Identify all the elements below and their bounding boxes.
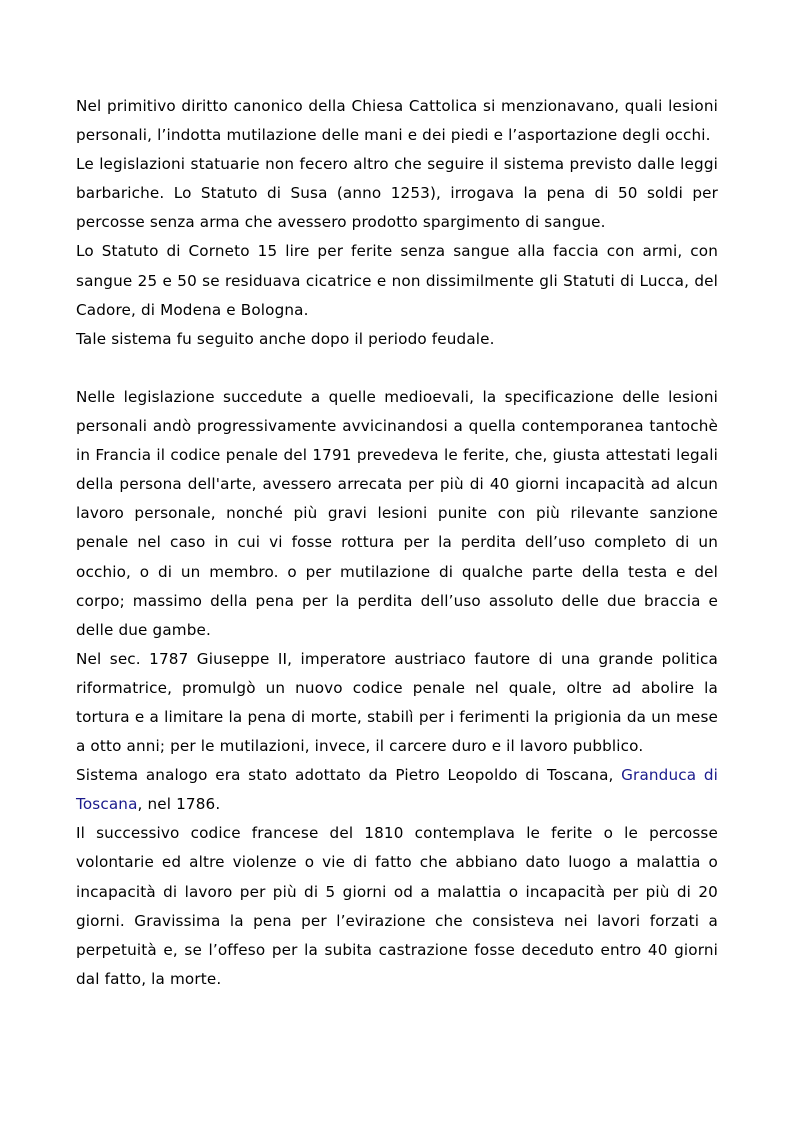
document-body — [76, 92, 718, 994]
paragraph-statutes: Le legislazioni statuarie non fecero altro che seguire il sistema previsto dalle leggi barbariche. Lo Statuto di Susa (anno 1253), irrogava la pena di 50 soldi per percosse senza arma che avessero prodotto spargimento di sangue. — [76, 155, 718, 232]
paragraph-joseph-ii: Nel sec. 1787 Giuseppe II, imperatore austriaco fautore di una grande politica riformatrice, promulgò un nuovo codice penale nel quale, oltre ad abolire la tortura e a limitare la pena di morte, stabilì per i ferimenti la prigionia da un mese a otto anni; per le mutilazioni, invece, il carcere duro e il lavoro pubblico. — [76, 649, 718, 756]
paragraph-canon-law: Nel primitivo diritto canonico della Chiesa Cattolica si menzionavano, quali lesioni personali, l’indotta mutilazione delle mani e dei piedi e l’asportazione degli occhi. — [76, 97, 718, 145]
leopoldo-text-after: , nel 1786. — [137, 795, 221, 814]
paragraph-feudal: Tale sistema fu seguito anche dopo il periodo feudale. — [76, 329, 495, 348]
granduca-link[interactable]: Granduca di Toscana — [76, 766, 718, 814]
paragraph-corneto: Lo Statuto di Corneto 15 lire per ferite senza sangue alla faccia con armi, con sangue 25 e 50 se residuava cicatrice e non dissimilmente gli Statuti di Lucca, del Cadore, di Modena e Bologna. — [76, 242, 718, 319]
leopoldo-text-before: Sistema analogo era stato adottato da Pietro Leopoldo di Toscana, — [76, 766, 622, 785]
paragraph-french-code-1810: Il successivo codice francese del 1810 contemplava le ferite o le percosse volontarie ed altre violenze o vie di fatto che abbiano dato luogo a malattia o incapacità di lavoro per più di 5 giorni od a malattia o incapacità per più di 20 giorni. Gravissima la pena per l’evirazione che consisteva nei lavori forzati a perpetuità e, se l’offeso per la subita castrazione fosse deceduto entro 40 giorni dal fatto, la morte. — [76, 824, 718, 988]
paragraph-leopoldo — [76, 761, 718, 819]
paragraph-spacer — [76, 354, 718, 383]
paragraph-french-code-1791: Nelle legislazione succedute a quelle medioevali, la specificazione delle lesioni personali andò progressivamente avvicinandosi a quella contemporanea tantochè in Francia il codice penale del 1791 prevedeva le ferite, che, giusta attestati legali della persona dell'arte, avessero arrecata per più di 40 giorni incapacità ad alcun lavoro personale, nonché più gravi lesioni punite con più rilevante sanzione penale nel caso in cui vi fosse rottura per la perdita dell’uso completo di un occhio, o di un membro. o per mutilazione di qualche parte della testa e del corpo; massimo della pena per la perdita dell’uso assoluto delle due braccia e delle due gambe. — [76, 387, 718, 639]
